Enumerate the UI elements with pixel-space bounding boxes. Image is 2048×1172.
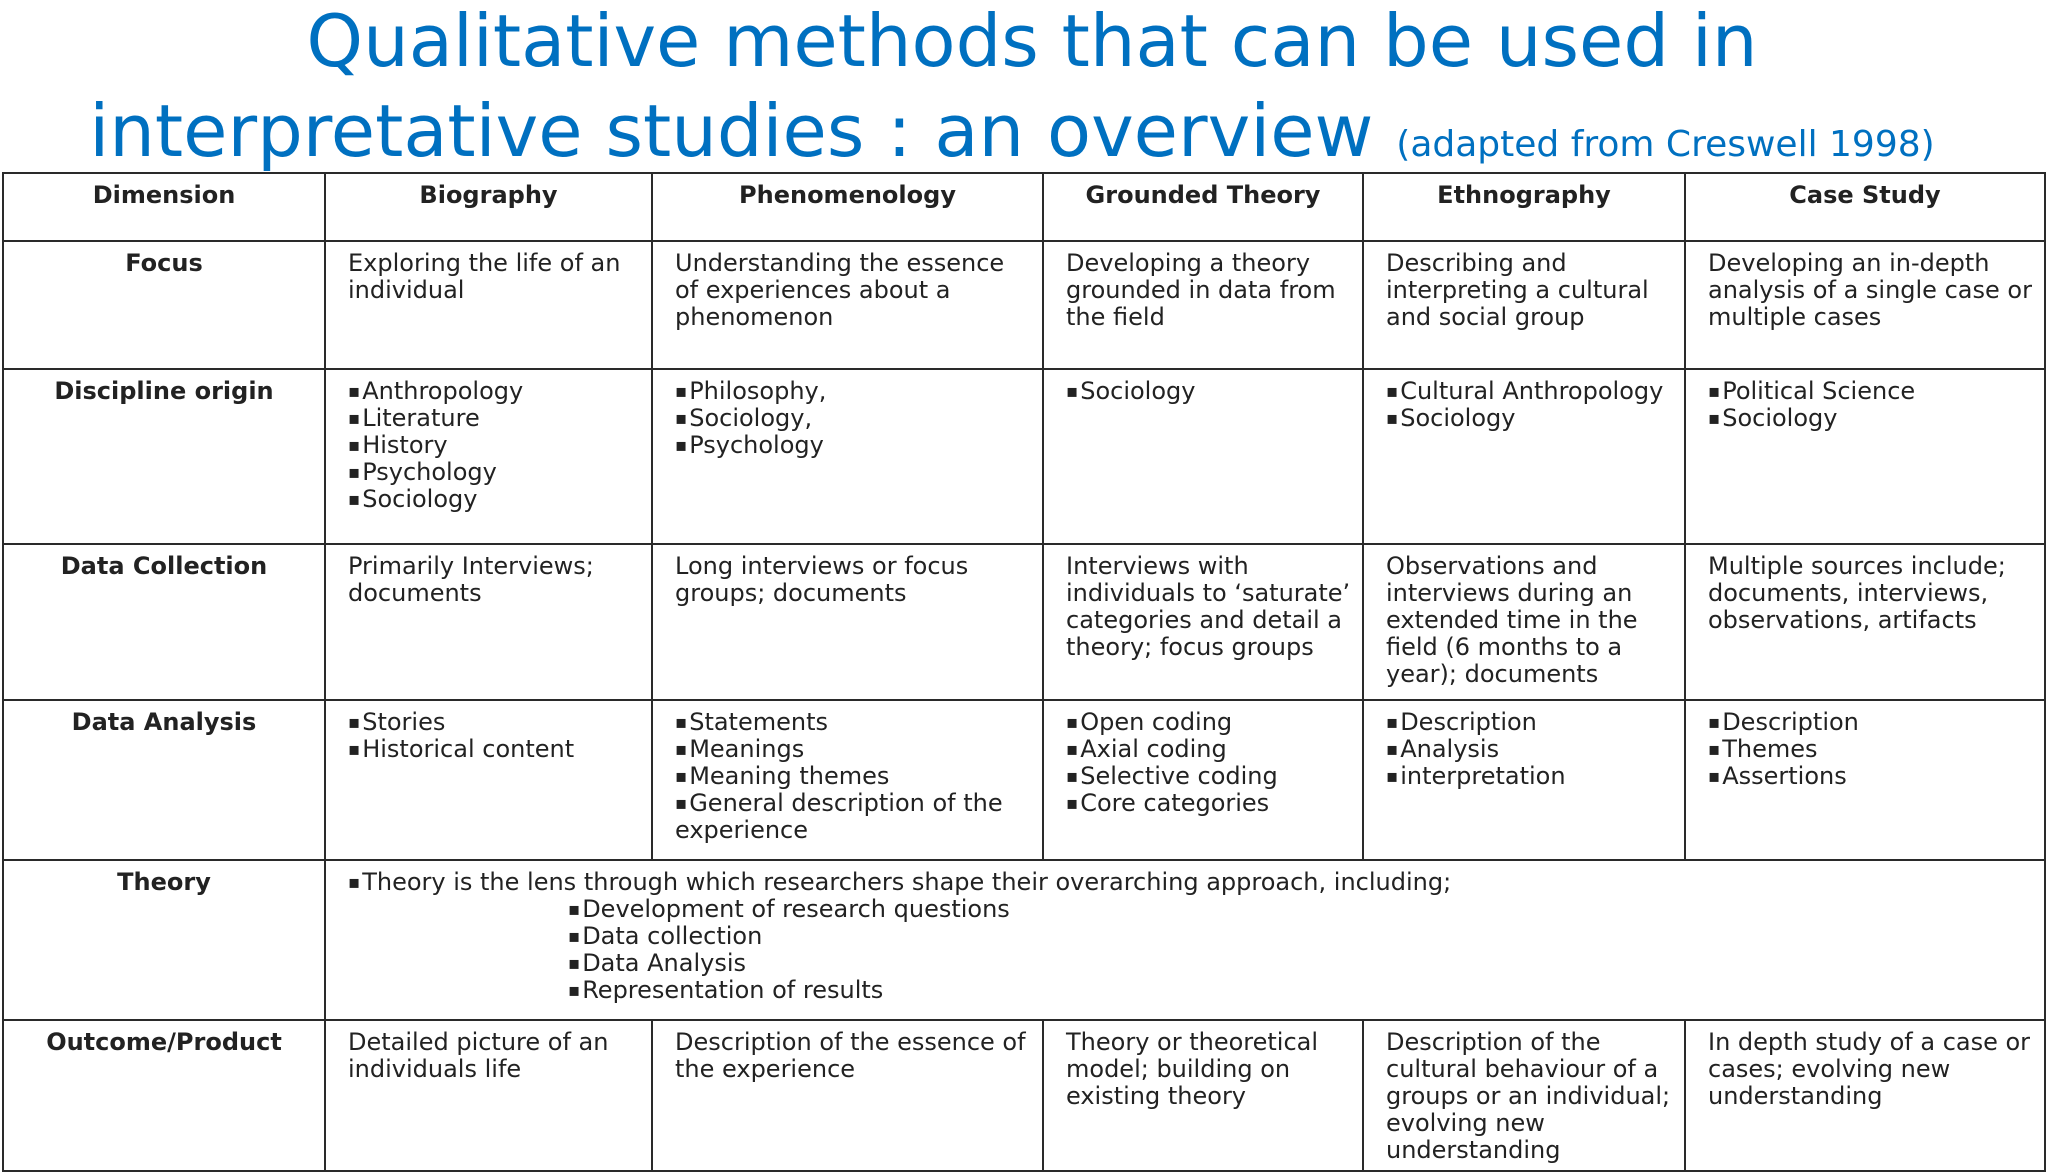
list-item: ▪ Meanings — [675, 736, 1034, 763]
cell-focus-biography: Exploring the life of an individual — [325, 241, 652, 369]
list-item: ▪ Cultural Anthropology — [1386, 378, 1676, 405]
list-item: ▪ Psychology — [675, 432, 1034, 459]
list-item: ▪ interpretation — [1386, 763, 1676, 790]
row-outcome — [3, 1020, 2045, 1171]
title-main: interpretative studies : an overview — [89, 89, 1374, 173]
cell-discipline-grounded — [1043, 369, 1363, 544]
cell-outcome-phenomenology: Description of the essence of the experience — [652, 1020, 1043, 1171]
header-grounded-theory: Grounded Theory — [1043, 173, 1363, 241]
list-item: ▪ Development of research questions — [568, 896, 2036, 923]
row-label-discipline: Discipline origin — [3, 369, 325, 544]
header-dimension: Dimension — [3, 173, 325, 241]
cell-focus-grounded: Developing a theory grounded in data from the field — [1043, 241, 1363, 369]
cell-focus-case: Developing an in-depth analysis of a single case or multiple cases — [1685, 241, 2045, 369]
list-item: ▪ Philosophy, — [675, 378, 1034, 405]
cell-outcome-grounded: Theory or theoretical model; building on existing theory — [1043, 1020, 1363, 1171]
cell-discipline-ethnography — [1363, 369, 1685, 544]
cell-analysis-phenomenology — [652, 700, 1043, 860]
header-row — [3, 173, 2045, 241]
cell-outcome-ethnography: Description of the cultural behaviour of a groups or an individual; evolving new understanding — [1363, 1020, 1685, 1171]
list-item: ▪ Core categories — [1066, 790, 1354, 817]
list-item: ▪ General description of the experience — [675, 790, 1034, 844]
list-item: ▪ Meaning themes — [675, 763, 1034, 790]
list-item: ▪ Sociology — [1386, 405, 1676, 432]
cell-discipline-phenomenology — [652, 369, 1043, 544]
header-biography: Biography — [325, 173, 652, 241]
list-item: ▪ Description — [1386, 709, 1676, 736]
list-item: ▪ Data Analysis — [568, 950, 2036, 977]
cell-discipline-biography — [325, 369, 652, 544]
row-data-analysis — [3, 700, 2045, 860]
title-line-1: Qualitative methods that can be used in — [306, 0, 1758, 83]
list-item: ▪ History — [348, 432, 643, 459]
row-label-theory: Theory — [3, 860, 325, 1020]
cell-analysis-biography — [325, 700, 652, 860]
cell-analysis-grounded — [1043, 700, 1363, 860]
cell-focus-phenomenology: Understanding the essence of experiences about a phenomenon — [652, 241, 1043, 369]
list-item: ▪ Sociology — [1066, 378, 1354, 405]
cell-collection-ethnography: Observations and interviews during an extended time in the field (6 months to a year); documents — [1363, 544, 1685, 700]
list-item: ▪ Literature — [348, 405, 643, 432]
row-discipline — [3, 369, 2045, 544]
list-item: ▪ Assertions — [1708, 763, 2036, 790]
row-theory — [3, 860, 2045, 1020]
list-item: ▪ Axial coding — [1066, 736, 1354, 763]
row-focus — [3, 241, 2045, 369]
list-item: ▪ Statements — [675, 709, 1034, 736]
cell-outcome-case: In depth study of a case or cases; evolving new understanding — [1685, 1020, 2045, 1171]
row-label-data-analysis: Data Analysis — [3, 700, 325, 860]
list-item: ▪ Anthropology — [348, 378, 643, 405]
row-label-data-collection: Data Collection — [3, 544, 325, 700]
list-item: ▪ Sociology — [1708, 405, 2036, 432]
list-item: ▪ Description — [1708, 709, 2036, 736]
cell-focus-ethnography: Describing and interpreting a cultural and social group — [1363, 241, 1685, 369]
cell-collection-case: Multiple sources include; documents, interviews, observations, artifacts — [1685, 544, 2045, 700]
title-source: (adapted from Creswell 1998) — [1396, 124, 1935, 165]
list-item: ▪ Sociology, — [675, 405, 1034, 432]
cell-outcome-biography: Detailed picture of an individuals life — [325, 1020, 652, 1171]
header-phenomenology: Phenomenology — [652, 173, 1043, 241]
cell-theory — [325, 860, 2045, 1020]
header-case-study: Case Study — [1685, 173, 2045, 241]
cell-collection-phenomenology: Long interviews or focus groups; documents — [652, 544, 1043, 700]
row-label-outcome: Outcome/Product — [3, 1020, 325, 1171]
cell-discipline-case — [1685, 369, 2045, 544]
cell-collection-grounded: Interviews with individuals to ‘saturate’ categories and detail a theory; focus groups — [1043, 544, 1363, 700]
methods-table — [2, 172, 2046, 1172]
list-item: ▪ Sociology — [348, 486, 643, 513]
row-label-focus: Focus — [3, 241, 325, 369]
list-item: ▪ Representation of results — [568, 977, 2036, 1004]
list-item: ▪ Political Science — [1708, 378, 2036, 405]
header-ethnography: Ethnography — [1363, 173, 1685, 241]
list-item: ▪ Data collection — [568, 923, 2036, 950]
cell-analysis-case — [1685, 700, 2045, 860]
list-item: ▪ Themes — [1708, 736, 2036, 763]
list-item: ▪ Analysis — [1386, 736, 1676, 763]
row-data-collection — [3, 544, 2045, 700]
theory-lead: ▪ Theory is the lens through which researchers shape their overarching approach, including; — [348, 869, 2036, 896]
list-item: ▪ Psychology — [348, 459, 643, 486]
list-item: ▪ Selective coding — [1066, 763, 1354, 790]
cell-analysis-ethnography — [1363, 700, 1685, 860]
list-item: ▪ Stories — [348, 709, 643, 736]
list-item: ▪ Historical content — [348, 736, 643, 763]
list-item: ▪ Open coding — [1066, 709, 1354, 736]
cell-collection-biography: Primarily Interviews; documents — [325, 544, 652, 700]
